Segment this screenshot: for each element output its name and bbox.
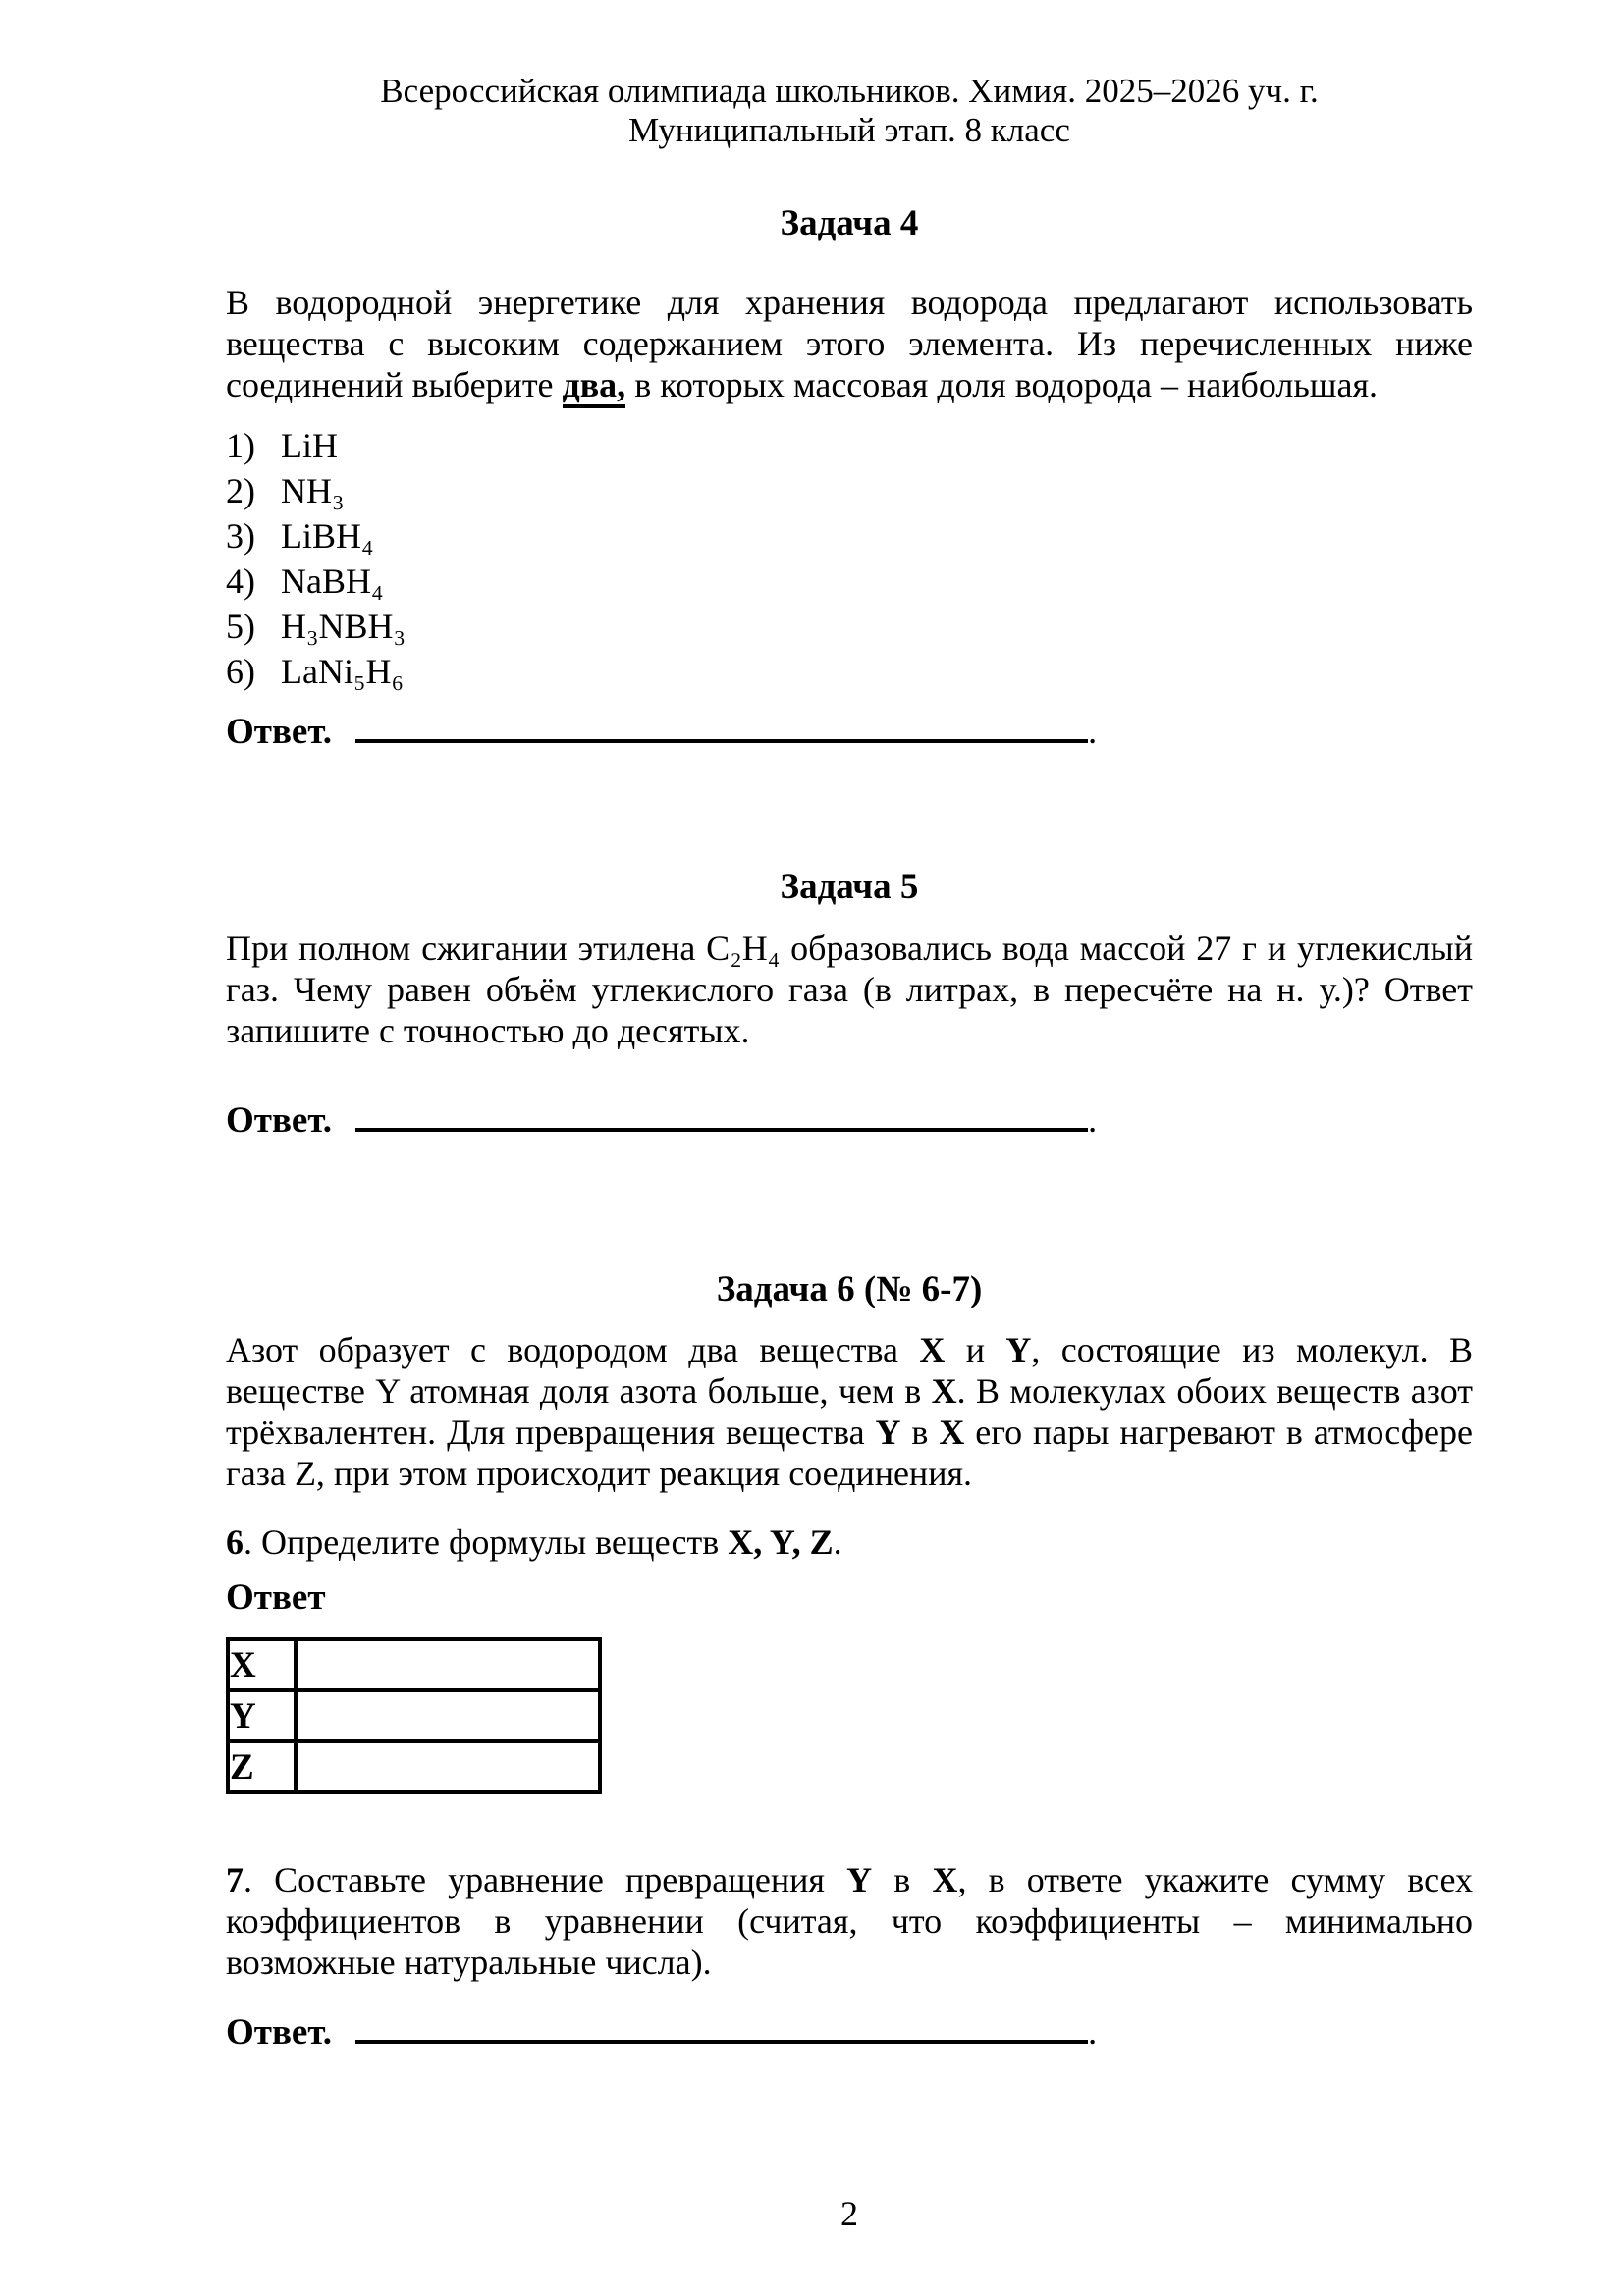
table-row-y [228,1690,600,1741]
task-6-substance-y: Y [875,1413,901,1452]
task-5-title: Задача 5 [780,867,919,907]
task-6-intro-seg: в [900,1413,940,1452]
option-1 [226,423,1473,468]
table-row-z-label: Z [228,1741,296,1792]
task-4-keyword-underlined: два, [563,365,626,408]
option-2-formula: NH₃ [281,471,345,510]
task-6-intro-seg: и [945,1330,1006,1369]
task-4-answer-row [226,706,1473,755]
task-6-answer-label: Ответ [226,1577,326,1618]
task-6-substance-x: X [919,1330,946,1369]
task-6-intro-seg: . В молекулах обоих веществ азот трёхвалентен. Для превращения вещества [226,1371,1473,1452]
task-7-answer-blank[interactable] [355,2006,1088,2044]
question-7-number: 7 [226,1860,244,1899]
header-line-1: Всероссийская олимпиада школьников. Химия. 2025–2026 уч. г. [380,72,1319,110]
task-7-seg: , в ответе укажите сумму всех коэффициентов в уравнении (считая, что коэффициенты – минимально возможные натуральные числа). [226,1860,1473,1982]
task-7-answer-period: . [1088,2012,1098,2053]
option-3-formula: LiBH₄ [281,516,374,556]
table-row-x-label: X [228,1639,296,1690]
task-7-substance-x: X [932,1860,958,1899]
option-4-formula: NaBH₄ [281,561,384,601]
task-6-substance-x: X [939,1413,965,1452]
task-4-intro-tail: в которых массовая доля водорода – наибольшая. [625,365,1378,404]
task-4-answer-period: . [1088,712,1098,752]
task-5-text: При полном сжигании этилена C₂H₄ образовались вода массой 27 г и углекислый газ. Чему равен объём углекислого газа (в литрах, в пересчёте на н. у.)? Ответ запишите с точностью до десятых. [226,929,1473,1050]
option-5-formula: H₃NBH₃ [281,607,406,646]
task-4-intro [226,282,1473,405]
question-6-substances: X, Y, Z [728,1522,834,1562]
table-row-x [228,1639,600,1690]
question-6-period: . [833,1522,842,1562]
task-6-intro-seg: его пары нагревают в атмосфере газа Z, при этом происходит реакция соединения. [226,1413,1474,1493]
table-row-z [228,1741,600,1792]
page-number: 2 [840,2194,858,2233]
task-5-answer-period: . [1088,1100,1098,1141]
table-row-y-label: Y [228,1690,296,1741]
task-6-intro-seg: , состоящие из молекул. В веществе Y атомная доля азота больше, чем в [226,1330,1474,1411]
option-1-number: 1) [226,426,255,465]
task-7-seg: . Составьте уравнение превращения [244,1860,847,1899]
task-4-title: Задача 4 [780,203,919,243]
question-6-text: . Определите формулы веществ [244,1522,729,1562]
task-6-substance-y: Y [1005,1330,1032,1369]
option-1-formula: LiH [281,426,338,465]
task-5-answer-blank[interactable] [355,1095,1088,1132]
task-4-answer-label: Ответ. [226,712,333,752]
option-6 [226,649,1473,694]
task-7-answer-row [226,2006,1473,2056]
task-6-substance-x: X [931,1371,957,1411]
table-row-x-value[interactable] [296,1639,600,1690]
question-6-number: 6 [226,1522,244,1562]
option-3-number: 3) [226,516,255,556]
option-2 [226,468,1473,513]
task-7-substance-y: Y [846,1860,873,1899]
option-3 [226,513,1473,559]
option-5 [226,604,1473,649]
header-line-2: Муниципальный этап. 8 класс [628,111,1070,149]
option-4 [226,559,1473,604]
option-4-number: 4) [226,561,255,601]
task-7-seg: в [872,1860,933,1899]
task-7-text [226,1859,1473,1983]
task-6-answer-table [226,1637,602,1794]
option-6-formula: LaNi₅H₆ [281,652,405,691]
option-2-number: 2) [226,471,255,510]
task-6-intro-seg: Азот образует с водородом два вещества [226,1330,920,1369]
task-7-answer-label: Ответ. [226,2012,333,2053]
option-5-number: 5) [226,607,255,646]
task-5-answer-row [226,1095,1473,1144]
task-6-intro [226,1329,1473,1494]
task-4-options-list [226,423,1473,694]
task-5-answer-label: Ответ. [226,1100,333,1141]
option-6-number: 6) [226,652,255,691]
table-row-z-value[interactable] [296,1741,600,1792]
task-4-intro-text: В водородной энергетике для хранения водорода предлагают использовать вещества с высоким содержанием этого элемента. Из перечисленных ниже соединений выберите [226,283,1473,404]
question-6-line [226,1522,1473,1563]
task-6-title: Задача 6 (№ 6-7) [716,1269,983,1309]
page-header [226,72,1473,150]
table-row-y-value[interactable] [296,1690,600,1741]
task-4-answer-blank[interactable] [355,706,1088,743]
